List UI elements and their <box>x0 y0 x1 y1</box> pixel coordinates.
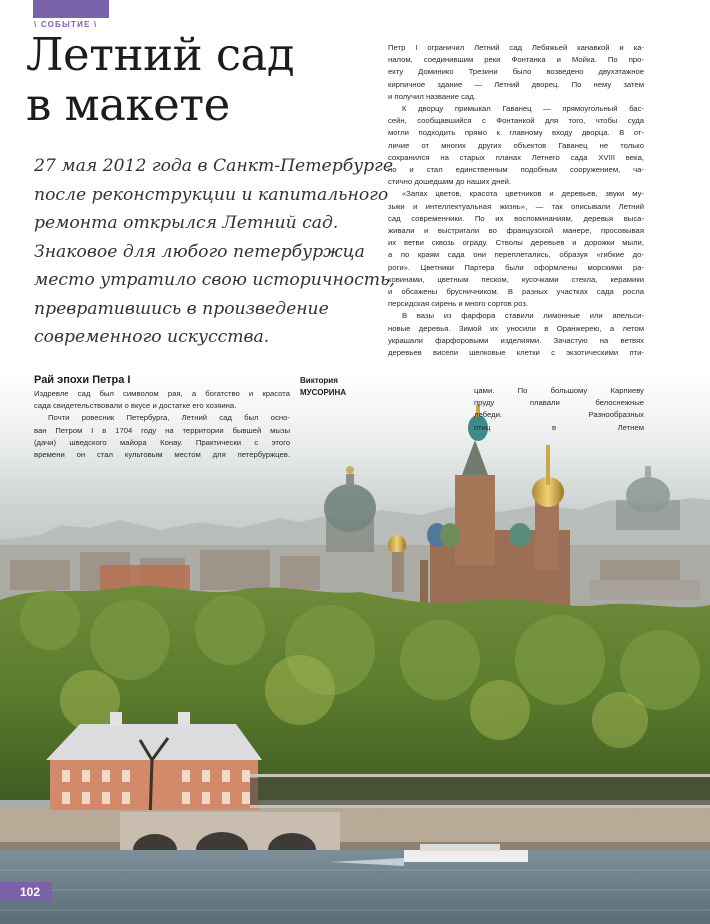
body-line: птиц в Летнем <box>474 422 644 432</box>
body-line: Издревле сад был символом рая, а богатство и красота <box>34 389 290 398</box>
body-line: зыки и интеллектуальная жизнь», — так описывали Летний <box>388 201 644 211</box>
author-last-name: МУСОРИНА <box>300 388 347 397</box>
page-number: 102 <box>0 882 52 902</box>
author-first-name: Виктория <box>300 376 338 385</box>
body-line: кирпичное здание — Летний дворец. По нему затем <box>388 79 644 89</box>
lead-line: место утратило свою историчность, <box>34 270 395 290</box>
body-line: К дворцу примыкал Гаванец — прямоугольный бас- <box>402 104 644 114</box>
lead-line: Знаковое для любого петербуржца <box>34 241 365 262</box>
title-line: в макете <box>26 78 230 131</box>
body-line: сада свидетельствовали о вкусе и достатке его хозяина. <box>34 401 237 411</box>
body-line: и обсажены брусничником. В разных участках сада росла <box>388 287 644 297</box>
body-line: деревьев висели шелковые клетки с экзотическими пти- <box>388 348 644 358</box>
body-line: живали и выстригали во французской манере, просовывая <box>388 226 644 236</box>
body-line: ковинами, цветным песком, кусочками стекла, керамики <box>388 274 644 284</box>
body-line: лебеди. Разнообразных <box>474 410 644 420</box>
body-line: налом, соединившим реки Фонтанка и Мойка. По про- <box>388 55 644 65</box>
body-line: В вазы из фарфора ставили лимонные или апельси- <box>402 311 644 321</box>
title-line: Летний сад <box>26 28 295 81</box>
body-line: личие от многих других объектов Гаванец не только <box>388 140 644 150</box>
body-line: (дачи) шведского майора Конау. Практически с этого <box>34 437 290 447</box>
body-column-right-tail <box>474 385 644 434</box>
body-line: и получил название сад. <box>388 91 476 101</box>
section-color-tab <box>33 0 109 18</box>
article-title <box>26 30 294 130</box>
body-line: «Запах цветов, красота цветников и деревьев, звуки му- <box>402 189 644 199</box>
article-lead <box>34 152 395 352</box>
section-subheading: Рай эпохи Петра I <box>34 374 131 386</box>
body-line: а по краям сада они переплетались, образуя «гибкие до- <box>388 250 644 260</box>
body-line: их ветви сквозь ограду. Стволы деревьев и дорожки мыли, <box>388 238 644 248</box>
body-line: Почти ровесник Петербурга, Летний сад был осно- <box>48 413 290 423</box>
body-line: роги». Цветники Партера были оформлены морскими ра- <box>388 262 644 272</box>
body-line: цами. По большому Карпиеву <box>474 386 644 395</box>
body-column-left <box>34 388 290 461</box>
author-byline <box>300 375 346 399</box>
lead-line: превратившись в произведение <box>34 298 329 319</box>
body-line: сад современники. По их воспоминаниям, деревья выса- <box>388 213 644 223</box>
body-column-right <box>388 42 644 359</box>
lead-line: ремонта открылся Летний сад. <box>34 213 339 233</box>
lead-line: 27 мая 2012 года в Санкт-Петербурге <box>34 156 394 176</box>
body-line: екту Доминико Трезини было возведено двухэтажное <box>388 67 644 77</box>
section-label: \ СОБЫТИЕ \ <box>34 20 98 29</box>
body-line: сохранился на старых планах Летнего сада XVIII века, <box>388 152 644 162</box>
body-line: украшали фарфоровыми изделиями. Зачастую на ветвях <box>388 335 644 345</box>
body-line: времени он стал культовым местом для петербуржцев. <box>34 450 290 460</box>
body-line: могли подходить прямо к главному входу дворца. В от- <box>388 128 644 138</box>
body-line: сейн, сообщавшийся с Фонтанкой для того, чтобы суда <box>388 116 644 126</box>
body-line: персидская сирень и много сортов роз. <box>388 299 529 309</box>
lead-line: современного искусства. <box>34 327 270 347</box>
body-line: стично дошедшим до наших дней. <box>388 177 512 187</box>
body-line: пруду плавали белоснежные <box>474 398 644 408</box>
body-line: но и стал единственным подобным сооружением, ча- <box>388 165 644 175</box>
body-line: новые деревья. Зимой их уносили в Оранжерею, а летом <box>388 323 644 333</box>
body-line: Петр I ограничил Летний сад Лебяжьей канавкой и ка- <box>388 43 644 52</box>
lead-line: после реконструкции и капитального <box>34 184 389 205</box>
body-line: ван Петром I в 1704 году на территории бывшей мызы <box>34 425 290 435</box>
